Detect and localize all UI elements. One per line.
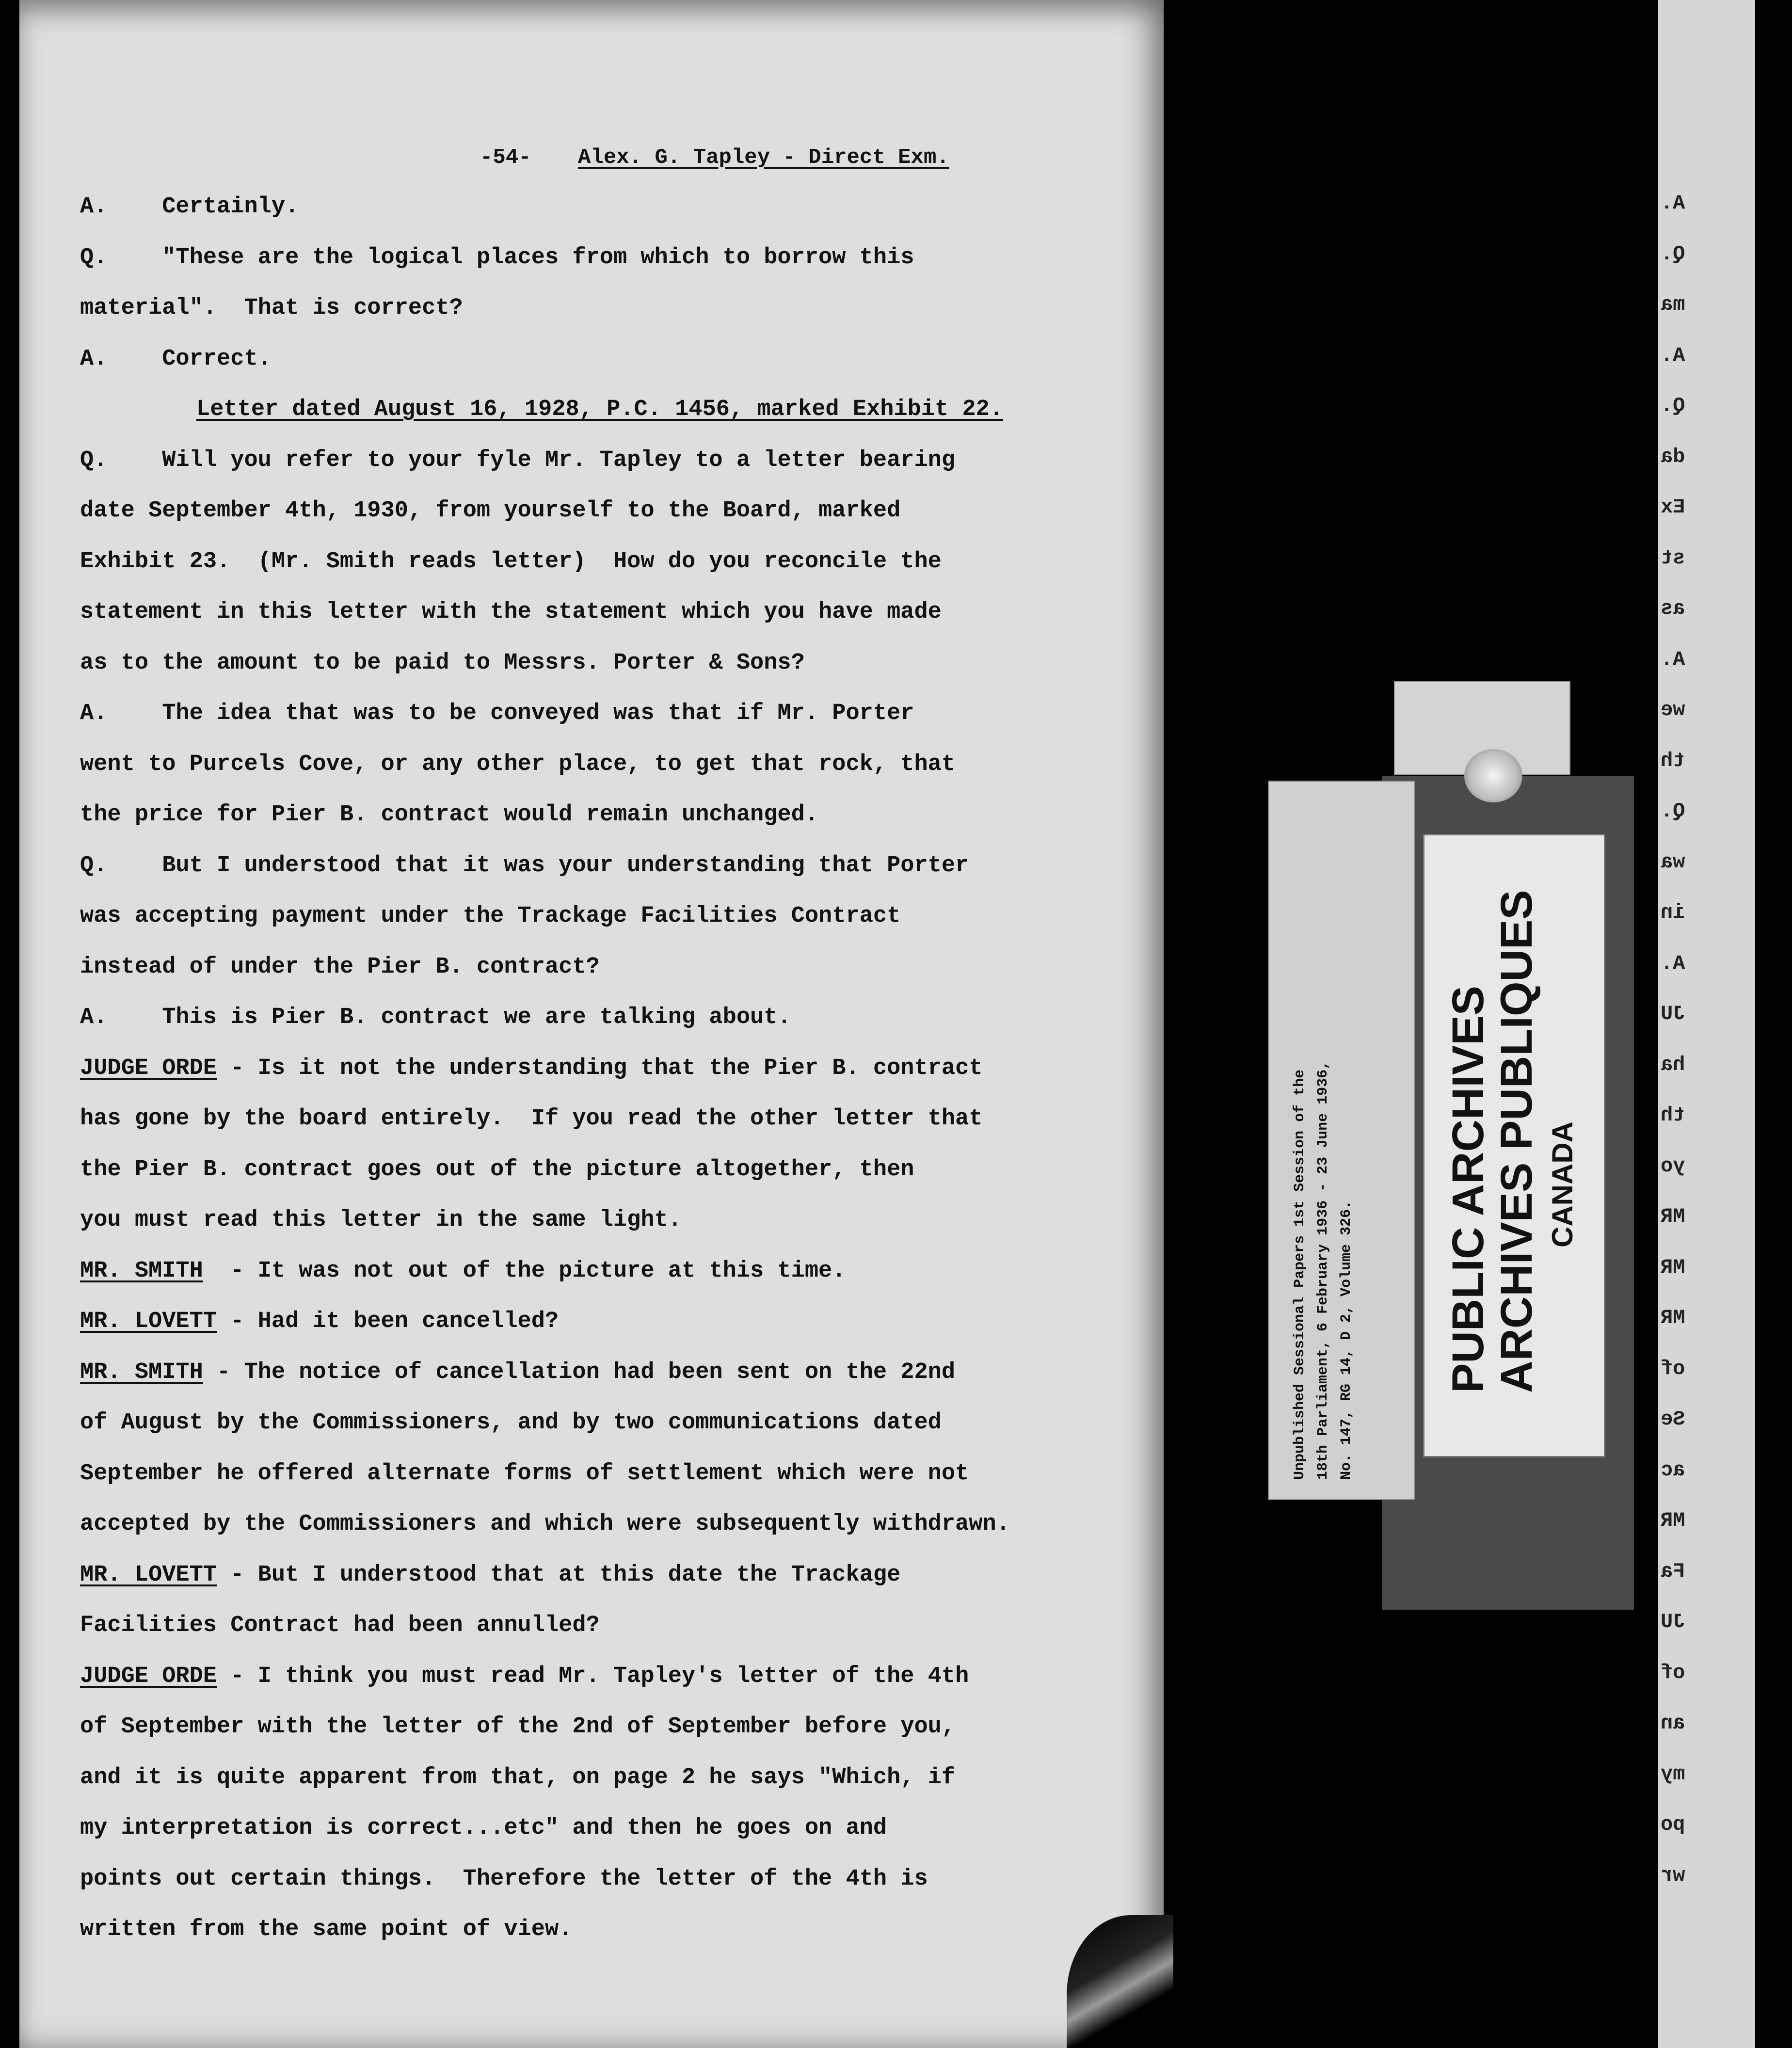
adjacent-page-fragment: MR [1661,1509,1685,1532]
transcript-line [80,1702,1127,1753]
adjacent-page-fragment: an [1661,1712,1685,1735]
transcript-line [80,1347,1127,1398]
line-text: - But I understood that at this date the Trackage [217,1562,901,1588]
adjacent-page-fragment: ac [1661,1458,1685,1482]
transcript-line [80,233,1127,284]
adjacent-page-fragment: yo [1661,1154,1685,1178]
adjacent-page-fragment: ma [1661,293,1685,316]
adjacent-page-fragment: MR [1661,1255,1685,1279]
transcript-line [80,1753,1127,1804]
speaker-name: MR. LOVETT [80,1562,217,1588]
transcript-line [80,537,1127,588]
page-header [480,145,949,170]
transcript-line [80,283,1127,334]
stamp-line-3: CANADA [1546,1121,1579,1248]
adjacent-page-fragment: po [1661,1813,1685,1836]
adjacent-page-fragment: Ex [1661,496,1685,519]
line-text: of August by the Commissioners, and by two communications dated [80,1410,942,1436]
line-text: - The notice of cancellation had been sent on the 22nd [203,1359,956,1385]
adjacent-page-fragment: Q. [1661,800,1685,823]
transcript-line [80,790,1127,841]
line-text: September he offered alternate forms of settlement which were not [80,1460,969,1487]
transcript-line [80,1854,1127,1905]
adjacent-page-fragment: th [1661,749,1685,772]
typed-transcript-page [19,0,1164,2048]
line-text: Facilities Contract had been annulled? [80,1613,600,1638]
stamp-line-1: PUBLIC ARCHIVES [1443,986,1493,1393]
transcript-line [80,384,1127,435]
line-text: you must read this letter in the same light. [80,1207,682,1233]
line-text: my interpretation is correct...etc" and then he goes on and [80,1815,887,1841]
adjacent-page-fragment: MR [1661,1205,1685,1228]
line-text: date September 4th, 1930, from yourself to the Board, marked [80,498,901,524]
transcript-line [80,334,1127,385]
transcript-line [80,587,1127,638]
line-text: A. This is Pier B. contract we are talking about. [80,1005,791,1030]
adjacent-page-fragment: as [1661,597,1685,620]
exhibit-caption: Letter dated August 16, 1928, P.C. 1456, marked Exhibit 22. [196,397,1004,422]
adjacent-page-fragment: da [1661,445,1685,468]
archive-slip-text [1288,1061,1358,1480]
transcript-line [80,1550,1127,1601]
transcript-line [80,1296,1127,1347]
adjacent-page-fragment: Q. [1661,242,1685,266]
line-text: A. Correct. [80,346,272,372]
adjacent-page-fragment: of [1661,1357,1685,1380]
line-text: - Had it been cancelled? [217,1309,559,1334]
line-text: Q. But I understood that it was your understanding that Porter [80,852,969,879]
adjacent-page-fragment: ha [1661,1053,1685,1076]
line-text: the Pier B. contract goes out of the picture altogether, then [80,1156,914,1183]
adjacent-page-fragment: in [1661,901,1685,924]
archive-slip-line-1: Unpublished Sessional Papers 1st Session of the [1292,1069,1308,1480]
transcript-line [80,1145,1127,1196]
adjacent-page-fragment: th [1661,1104,1685,1127]
line-text: Q. "These are the logical places from which to borrow this [80,244,914,271]
adjacent-page-fragment: MR [1661,1306,1685,1329]
adjacent-page-fragment: wr [1661,1863,1685,1887]
line-text: was accepting payment under the Trackage Facilities Contract [80,903,901,929]
line-text: A. The idea that was to be conveyed was that if Mr. Porter [80,701,914,726]
adjacent-page-fragment: wa [1661,850,1685,874]
speaker-name: MR. SMITH [80,1359,203,1385]
archive-slip-line-2: 18th Parliament, 6 February 1936 - 23 June 1936, [1315,1060,1331,1480]
adjacent-page-fragment: we [1661,698,1685,721]
speaker-name: JUDGE ORDE [80,1055,217,1081]
archive-slip-line-3: No. 147, RG 14, D 2, Volume 326. [1338,1200,1355,1480]
line-text: - I think you must read Mr. Tapley's letter of the 4th [217,1663,969,1689]
adjacent-page-fragment: Q. [1661,394,1685,417]
adjacent-page-fragment: A. [1661,647,1685,671]
transcript-line [80,1449,1127,1500]
transcript-line [80,1398,1127,1449]
line-text: and it is quite apparent from that, on page 2 he says "Which, if [80,1764,956,1791]
transcript-line [80,1195,1127,1246]
speaker-name: JUDGE ORDE [80,1663,217,1689]
line-text: went to Purcels Cove, or any other place, to get that rock, that [80,751,956,777]
transcript-line [80,688,1127,739]
transcript-line [80,182,1127,233]
line-text: Exhibit 23. (Mr. Smith reads letter) How do you reconcile the [80,548,942,575]
transcript-line [80,1246,1127,1297]
adjacent-page-fragment: of [1661,1661,1685,1684]
stamp-line-2: ARCHIVES PUBLIQUES [1492,890,1541,1393]
line-text: - Is it not the understanding that the Pier B. contract [217,1055,983,1081]
speaker-name: MR. LOVETT [80,1309,217,1334]
archive-reference-slip [1268,781,1415,1500]
line-text: - It was not out of the picture at this time. [203,1258,846,1284]
adjacent-page-fragment: my [1661,1762,1685,1786]
transcript-line [80,435,1127,486]
transcript-line [80,942,1127,993]
adjacent-page-fragment: A. [1661,343,1685,367]
line-text: instead of under the Pier B. contract? [80,954,600,980]
line-text: A. Certainly. [80,194,299,220]
transcript-line [80,1600,1127,1651]
transcript-line [80,891,1127,942]
transcript-line [80,841,1127,892]
archives-stamp-label [1423,834,1605,1457]
adjacent-page-fragment: Fa [1661,1559,1685,1583]
archives-stamp [1444,890,1584,1393]
line-text: has gone by the board entirely. If you read the other letter that [80,1106,983,1132]
adjacent-page-fragment: A. [1661,951,1685,975]
page-heading: Alex. G. Tapley - Direct Exm. [578,145,949,170]
line-text: statement in this letter with the statement which you have made [80,599,942,625]
transcript-body [80,182,1127,1955]
line-text: written from the same point of view. [80,1917,573,1942]
page-number: -54- [480,145,531,170]
pin-icon [1464,749,1522,802]
line-text: of September with the letter of the 2nd of September before you, [80,1714,956,1740]
adjacent-page-fragment: JU [1661,1610,1685,1633]
line-text: as to the amount to be paid to Messrs. Porter & Sons? [80,650,805,676]
transcript-line [80,1904,1127,1955]
adjacent-page-fragment: st [1661,546,1685,570]
transcript-line [80,1651,1127,1702]
line-text: material". That is correct? [80,295,463,321]
line-text: the price for Pier B. contract would remain unchanged. [80,802,819,828]
transcript-line [80,1043,1127,1094]
adjacent-page-fragment: A. [1661,192,1685,215]
transcript-line [80,992,1127,1043]
line-text: points out certain things. Therefore the letter of the 4th is [80,1866,928,1892]
transcript-line [80,739,1127,790]
adjacent-page-fragment: Se [1661,1408,1685,1431]
transcript-line [80,486,1127,537]
transcript-line [80,1499,1127,1550]
adjacent-page-fragment: JU [1661,1002,1685,1025]
speaker-name: MR. SMITH [80,1258,203,1284]
line-text: accepted by the Commissioners and which were subsequently withdrawn. [80,1511,1010,1537]
line-text: Q. Will you refer to your fyle Mr. Tapley to a letter bearing [80,447,956,473]
transcript-line [80,1803,1127,1854]
transcript-line [80,1094,1127,1145]
transcript-line [80,638,1127,689]
